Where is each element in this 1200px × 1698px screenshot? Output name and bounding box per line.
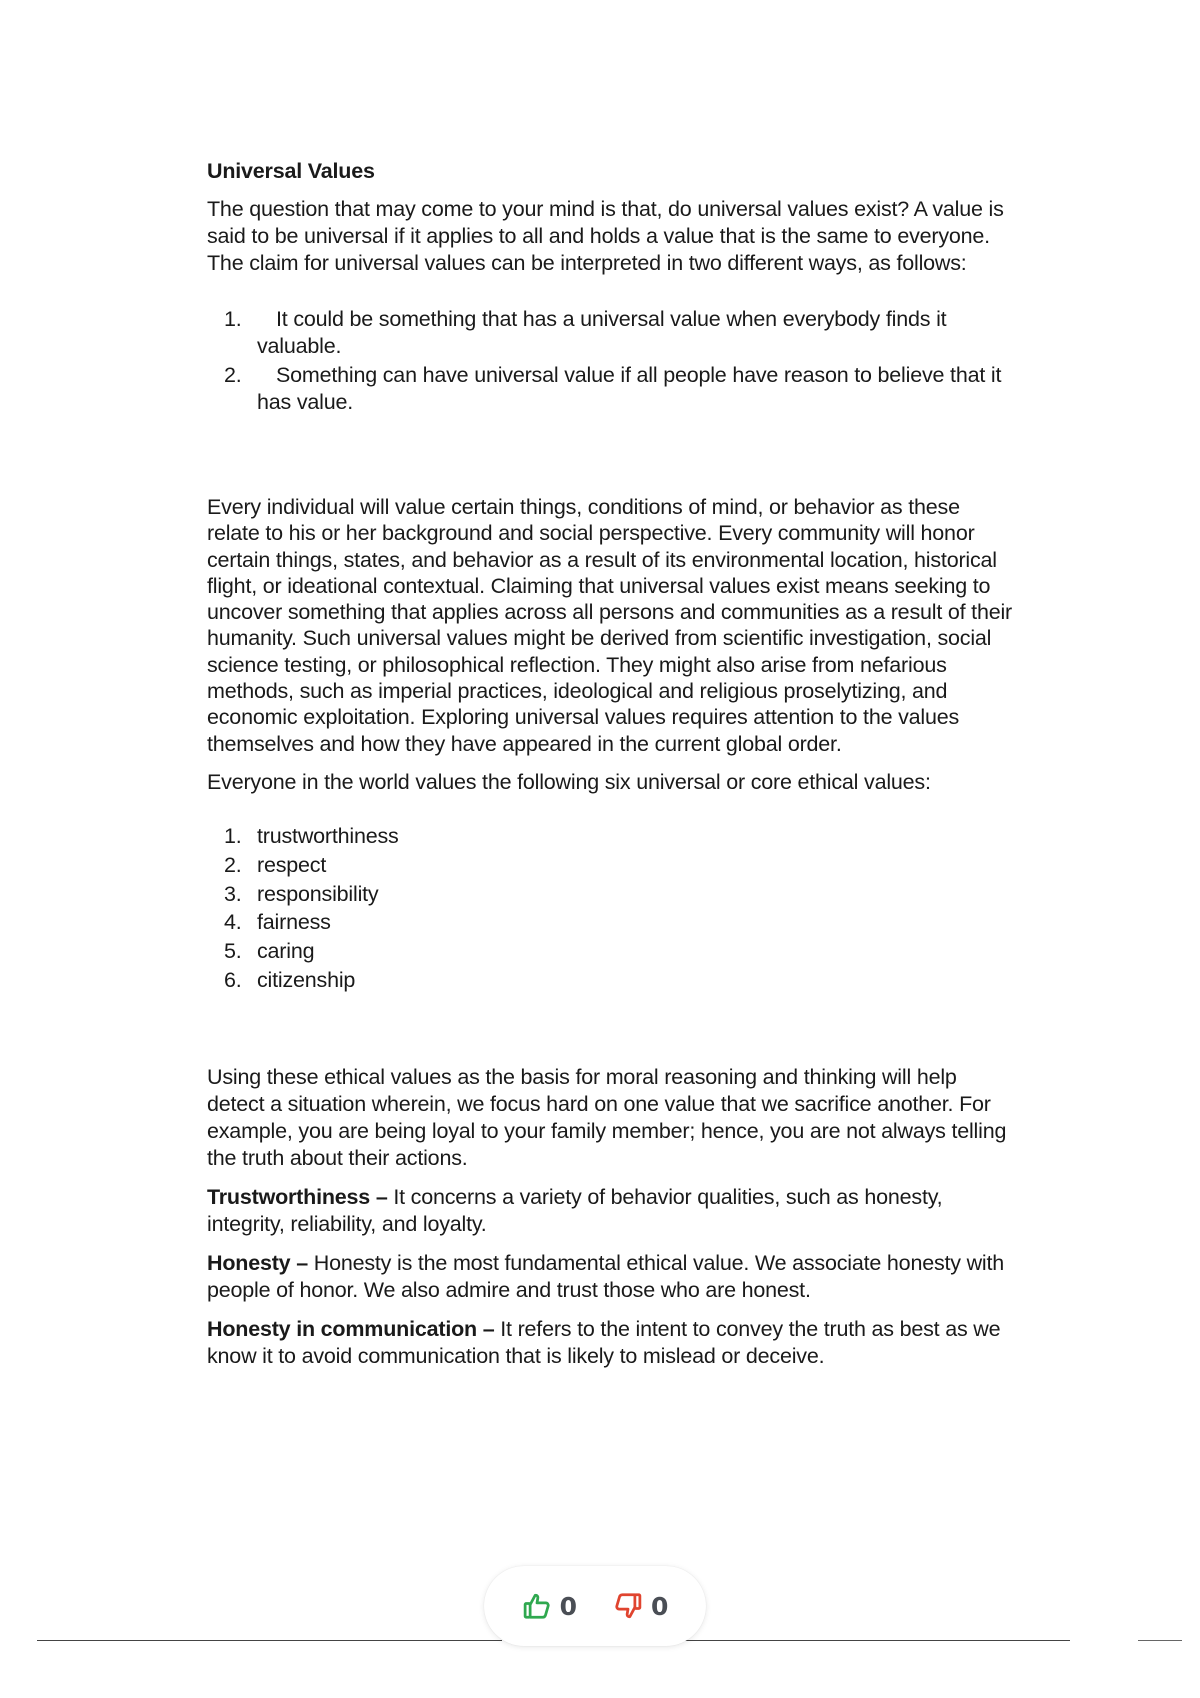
definition-term: Honesty –	[207, 1250, 308, 1275]
using-values-paragraph: Using these ethical values as the basis for moral reasoning and thinking will help detect a situation wherein, we focus hard on one value that we sacrifice another. For example, you are being loyal to your family member; hence, you are not always telling the truth about their actions.	[207, 1064, 1007, 1170]
list-item	[207, 966, 1017, 995]
list-item	[207, 851, 1017, 880]
list-item-text: respect	[257, 852, 327, 877]
footer-divider	[1138, 1640, 1182, 1641]
definition-text: It concerns a variety of behavior qualities, such as honesty, integrity, reliability, and loyalty.	[207, 1184, 943, 1236]
list-number: 1.	[224, 823, 242, 848]
upvote-button[interactable]	[522, 1591, 577, 1621]
thumbs-up-icon	[522, 1591, 552, 1621]
list-item-text: fairness	[257, 910, 331, 935]
list-item	[207, 362, 1017, 416]
intro-paragraph: The question that may come to your mind is that, do universal values exist? A value is said to be universal if it applies to all and holds a value that is the same to everyone. The claim for universal values can be interpreted in two different ways, as follows:	[207, 197, 1004, 275]
list-number: 2.	[224, 852, 242, 877]
list-item	[207, 937, 1017, 966]
list-number: 2.	[224, 363, 242, 387]
downvote-button[interactable]	[613, 1591, 668, 1621]
downvote-count: 0	[651, 1591, 669, 1621]
definition-text: It refers to the intent to convey the truth as best as we know it to avoid communication that is likely to mislead or deceive.	[207, 1316, 1001, 1368]
definition-term: Honesty in communication –	[207, 1316, 495, 1341]
list-item	[207, 822, 1017, 851]
list-number: 6.	[224, 967, 242, 992]
list-item	[207, 908, 1017, 937]
everyone-intro-paragraph: Everyone in the world values the following six universal or core ethical values:	[207, 769, 931, 794]
list-item	[207, 880, 1017, 909]
definition-honesty-in-communication	[207, 1316, 1017, 1370]
list-number: 1.	[224, 307, 242, 331]
definition-trustworthiness	[207, 1184, 1017, 1238]
definition-term: Trustworthiness –	[207, 1184, 388, 1209]
vote-bar	[484, 1566, 706, 1646]
ways-list	[207, 306, 1017, 416]
list-item	[207, 306, 1017, 360]
list-item-text: citizenship	[257, 967, 356, 992]
thumbs-down-icon	[613, 1591, 643, 1621]
every-individual-paragraph: Every individual will value certain things, conditions of mind, or behavior as these relate to his or her background and social perspective. Every community will honor certain things, states, and behavior as a result of its environmental location, historical flight, or ideational contextual. Claiming that universal values exist means seeking to uncover something that applies across all persons and communities as a result of their humanity. Such universal values might be derived from scientific investigation, social science testing, or philosophical reflection. They might also arise from nefarious methods, such as imperial practices, ideological and religious proselytizing, and economic exploitation. Exploring universal values requires attention to the values themselves and how they have appeared in the current global order.	[207, 495, 1012, 756]
definition-honesty	[207, 1250, 1017, 1304]
list-item-text: caring	[257, 939, 315, 964]
footer-divider	[37, 1640, 502, 1641]
section-heading: Universal Values	[207, 159, 375, 183]
list-item-text: It could be something that has a universal value when everybody finds it valuable.	[257, 307, 947, 358]
list-number: 5.	[224, 939, 242, 964]
footer-divider	[680, 1640, 1070, 1641]
list-item-text: Something can have universal value if all people have reason to believe that it has value.	[257, 363, 1002, 414]
definition-text: Honesty is the most fundamental ethical value. We associate honesty with people of honor. We also admire and trust those who are honest.	[207, 1250, 1005, 1302]
core-values-list	[207, 822, 1017, 995]
list-number: 4.	[224, 910, 242, 935]
list-item-text: responsibility	[257, 881, 379, 906]
list-item-text: trustworthiness	[257, 823, 399, 848]
document-page	[207, 158, 1017, 1382]
list-number: 3.	[224, 881, 242, 906]
upvote-count: 0	[559, 1591, 577, 1621]
